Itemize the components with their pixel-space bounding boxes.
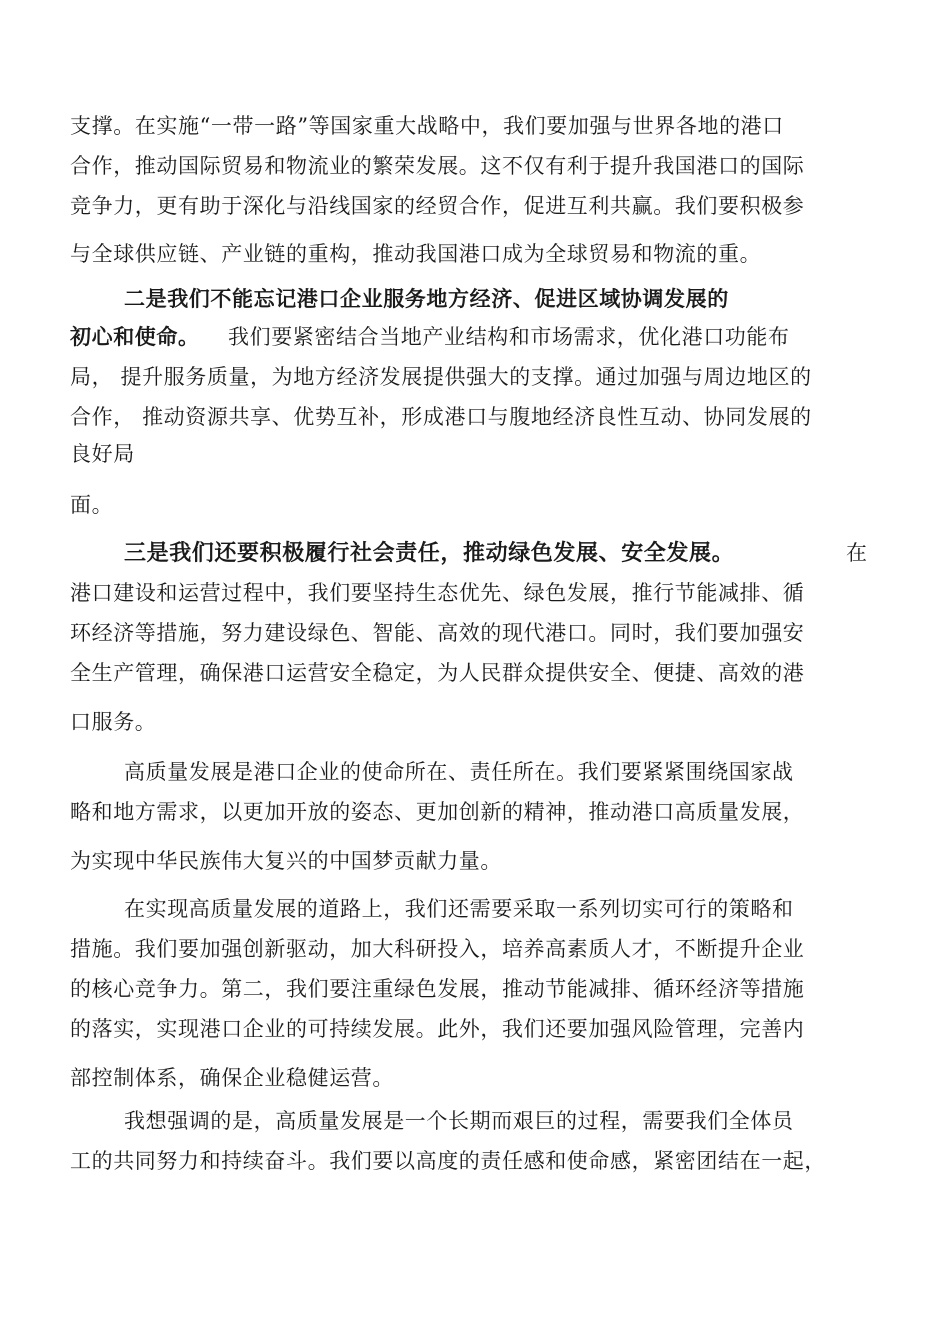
text-line: 竞争力，更有助于深化与沿线国家的经贸合作，促进互利共赢。我们要积极参 [70, 194, 805, 218]
text-line: 局， 提升服务质量，为地方经济发展提供强大的支撑。通过加强与周边地区的 [70, 365, 812, 389]
text-line: 高质量发展是港口企业的使命所在、责任所在。我们要紧紧围绕国家战 [124, 760, 794, 784]
text-line: 在实现高质量发展的道路上，我们还需要采取一系列切实可行的策略和 [124, 897, 794, 921]
text-line: 支撑。在实施“一带一路”等国家重大战略中，我们要加强与世界各地的港口 [70, 114, 784, 138]
text-line: 面。 [70, 493, 114, 517]
bold-heading-line: 三是我们还要积极履行社会责任，推动绿色发展、安全发展。 [124, 540, 735, 566]
text-line: 为实现中华民族伟大复兴的中国梦贡献力量。 [70, 849, 502, 873]
text-line: 合作，推动国际贸易和物流业的繁荣发展。这不仅有利于提升我国港口的国际 [70, 154, 805, 178]
text-line: 措施。我们要加强创新驱动，加大科研投入，培养高素质人才，不断提升企业 [70, 937, 805, 961]
text-line: 全生产管理，确保港口运营安全稳定，为人民群众提供安全、便捷、高效的港 [70, 661, 805, 685]
text-line: 合作， 推动资源共享、优势互补，形成港口与腹地经济良性互动、协同发展的 [70, 405, 812, 429]
text-line: 口服务。 [70, 710, 157, 734]
text-line: 部控制体系，确保企业稳健运营。 [70, 1066, 394, 1090]
text-line: 在 [846, 541, 868, 565]
text-line: 的落实，实现港口企业的可持续发展。此外，我们还要加强风险管理，完善内 [70, 1017, 805, 1041]
bold-heading-line: 初心和使命。 [70, 324, 200, 349]
text-line: 与全球供应链、产业链的重构，推动我国港口成为全球贸易和物流的重。 [70, 242, 762, 266]
bold-heading-line: 二是我们不能忘记港口企业服务地方经济、促进区域协调发展的 [124, 286, 729, 311]
text-line: 工的共同努力和持续奋斗。我们要以高度的责任感和使命感，紧密团结在一起， [70, 1149, 826, 1173]
text-line: 我想强调的是，高质量发展是一个长期而艰巨的过程，需要我们全体员 [124, 1109, 794, 1133]
text-line: 良好局 [70, 442, 135, 466]
text-line: 环经济等措施，努力建设绿色、智能、高效的现代港口。同时，我们要加强安 [70, 621, 805, 645]
text-line: 的核心竞争力。第二，我们要注重绿色发展，推动节能减排、循环经济等措施 [70, 977, 805, 1001]
text-line: 港口建设和运营过程中，我们要坚持生态优先、绿色发展，推行节能减排、循 [70, 581, 805, 605]
text-line: 我们要紧密结合当地产业结构和市场需求，优化港口功能布 [228, 325, 790, 349]
text-line: 略和地方需求，以更加开放的姿态、更加创新的精神，推动港口高质量发展， [70, 800, 805, 824]
